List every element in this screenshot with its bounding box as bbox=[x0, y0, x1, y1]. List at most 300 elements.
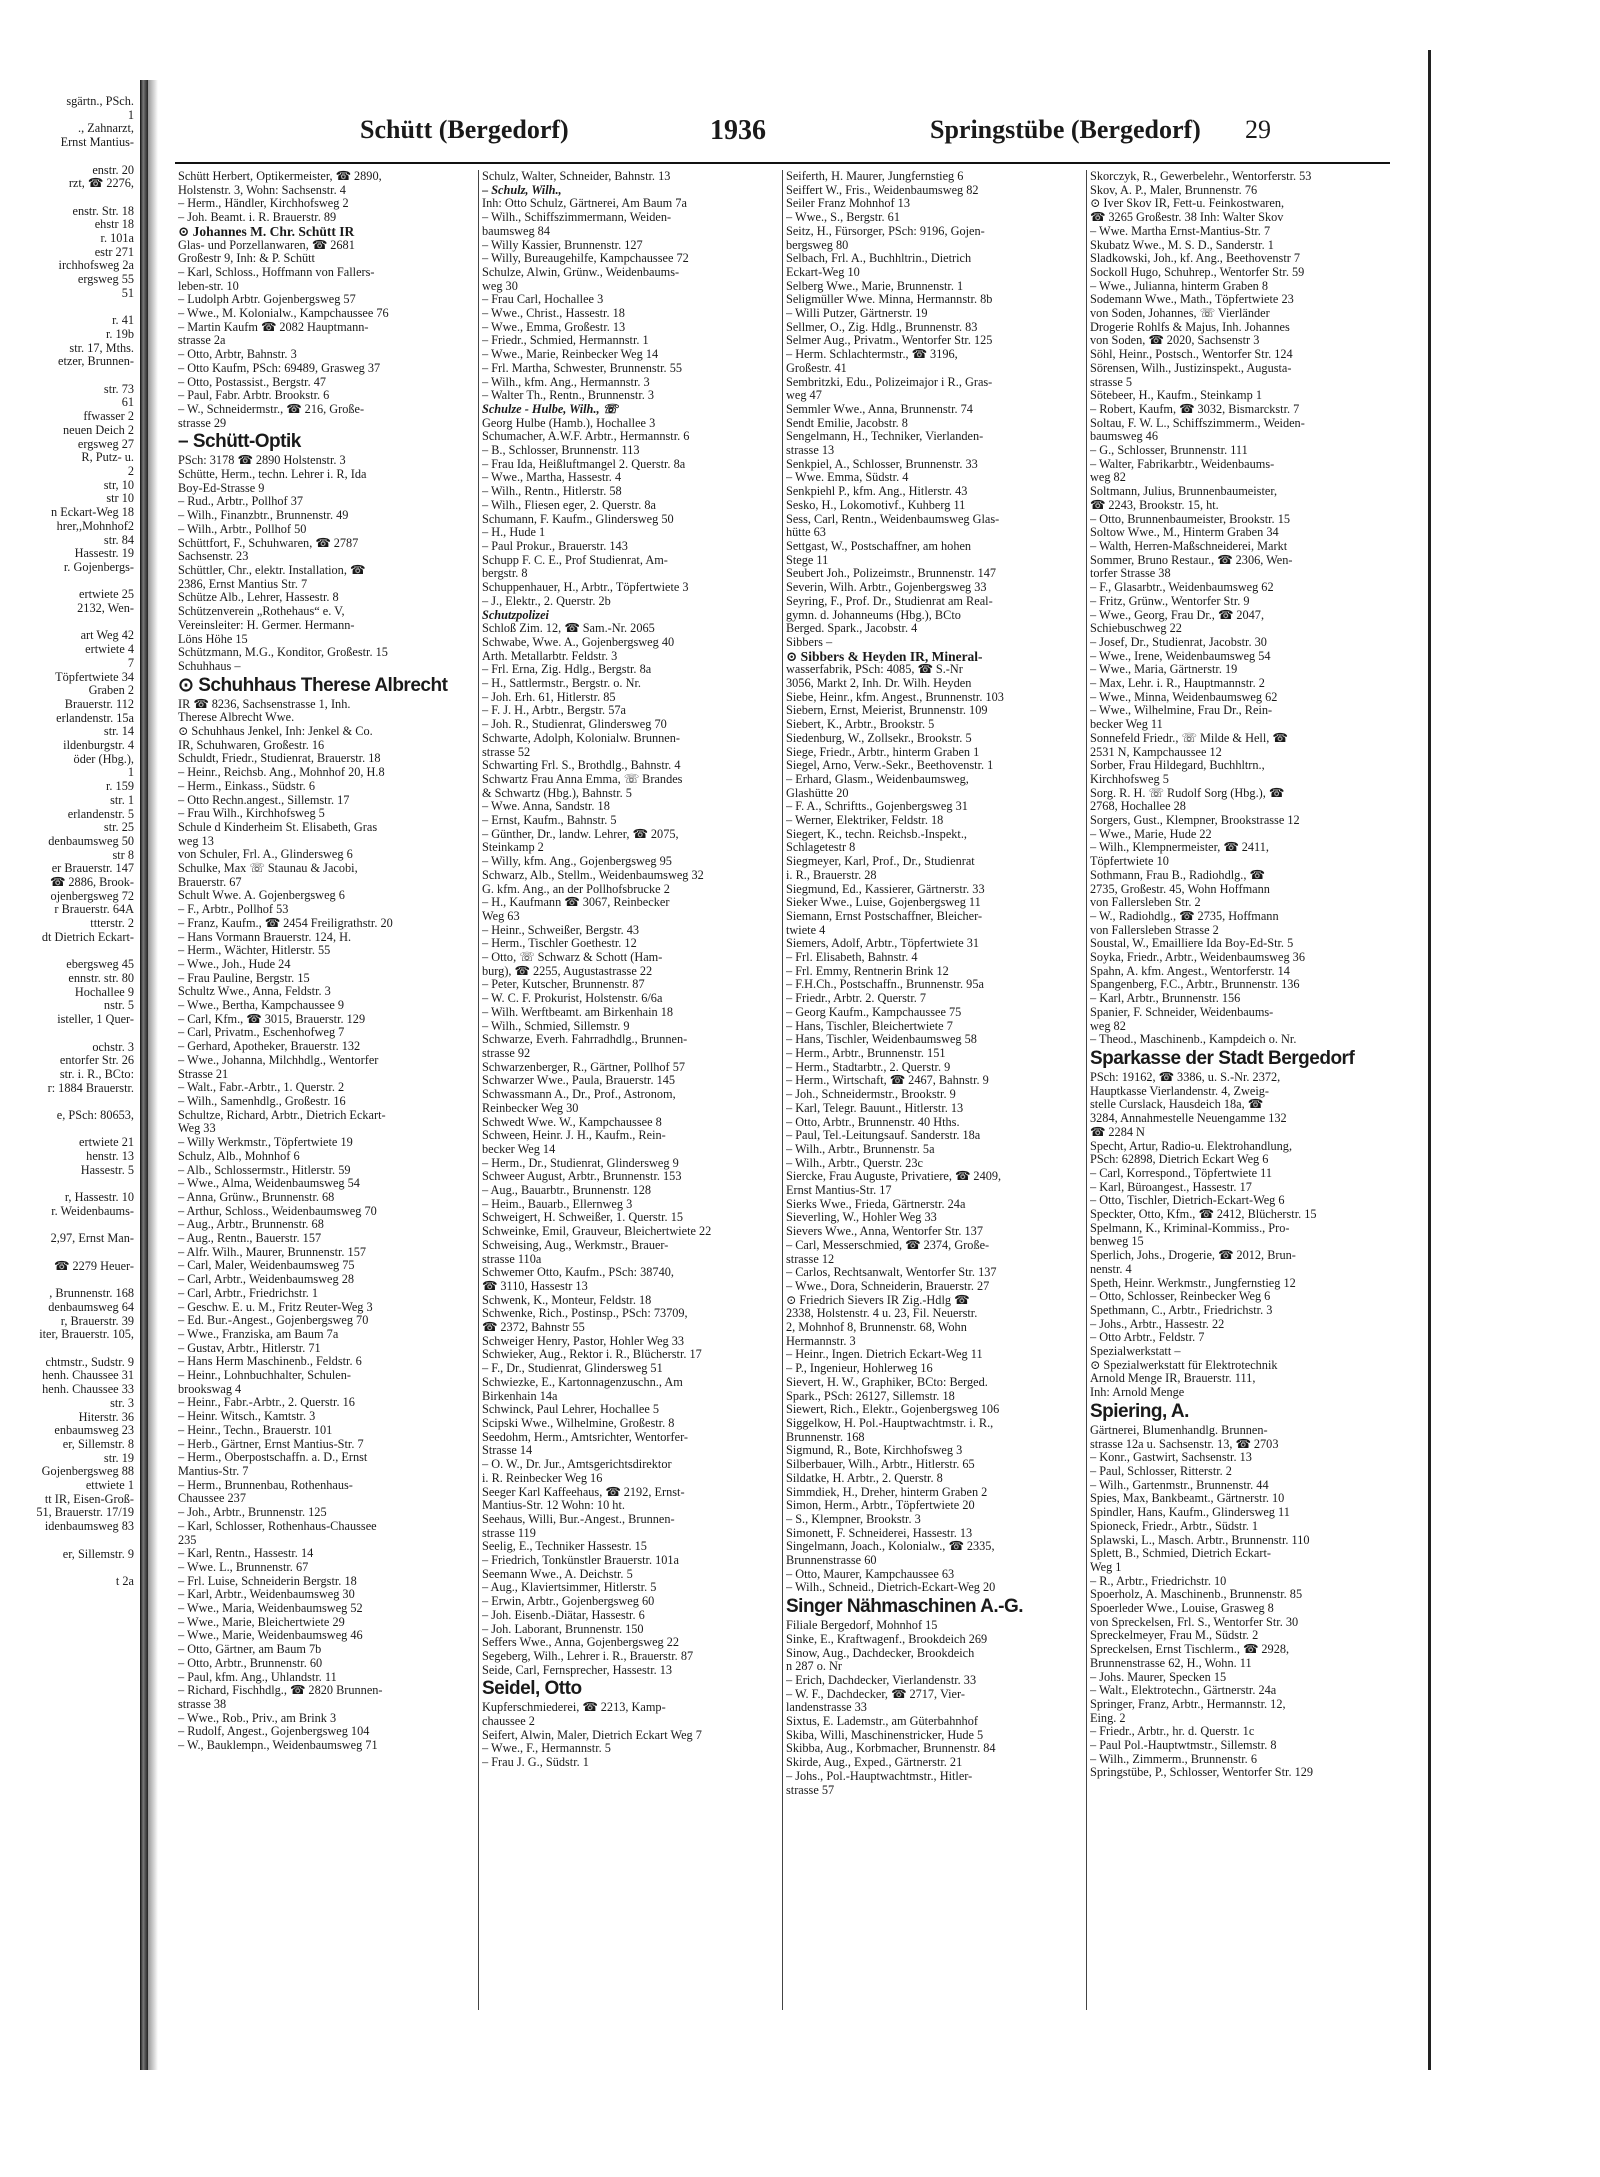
book-gutter bbox=[140, 80, 148, 2070]
previous-page-line: ojenbergsweg 72 bbox=[50, 888, 134, 903]
directory-entry: – Friedr., Schmied, Hermannstr. 1 bbox=[482, 334, 649, 348]
directory-entry: IR, Schuhwaren, Großestr. 16 bbox=[178, 738, 325, 752]
previous-page-line bbox=[0, 575, 140, 589]
directory-entry: – Willy Werkmstr., Töpfertwiete 19 bbox=[178, 1136, 353, 1150]
directory-entry: burg), ☎ 2255, Augustastrasse 22 bbox=[482, 964, 653, 978]
directory-entry: Schütze Alb., Lehrer, Hassestr. 8 bbox=[178, 591, 339, 605]
directory-entry: 3284, Annahmestelle Neuengamme 132 bbox=[1090, 1112, 1287, 1126]
previous-page-line: tt IR, Eisen-Groß- bbox=[44, 1491, 134, 1506]
directory-entry: – F., Dr., Studienrat, Glindersweg 51 bbox=[482, 1362, 663, 1376]
previous-page-line: ochstr. 3 bbox=[92, 1039, 134, 1054]
directory-entry: von Fallersleben Strasse 2 bbox=[1090, 923, 1219, 937]
directory-entry: Simmdiek, H., Dreher, hinterm Graben 2 bbox=[786, 1485, 988, 1499]
directory-entry: – Georg Kaufm., Kampchaussee 75 bbox=[786, 1005, 962, 1019]
previous-page-line: öder (Hbg.), bbox=[73, 751, 134, 766]
directory-entry: Spreckelmeyer, Frau M., Südstr. 2 bbox=[1090, 1629, 1259, 1643]
directory-entry: ⊙ Johannes M. Chr. Schütt IR bbox=[178, 224, 355, 239]
directory-entry: Stege 11 bbox=[786, 553, 829, 567]
directory-entry: Speth, Heinr. Werkmstr., Jungfernstieg 12 bbox=[1090, 1276, 1296, 1290]
directory-entry: Schulz, Walter, Schneider, Bahnstr. 13 bbox=[482, 170, 671, 183]
directory-entry: Reinbecker Weg 30 bbox=[482, 1101, 579, 1115]
directory-entry: Seiffert W., Fris., Weidenbaumsweg 82 bbox=[786, 183, 979, 197]
directory-entry: chaussee 2 bbox=[482, 1715, 535, 1729]
previous-page-line: 2 bbox=[127, 463, 134, 478]
directory-entry: 2338, Holstenstr. 4 u. 23, Fil. Neuerstr. bbox=[786, 1307, 978, 1321]
previous-page-line: neuen Deich 2 bbox=[62, 422, 134, 437]
directory-entry: Schulz, Alb., Mohnhof 6 bbox=[178, 1149, 300, 1163]
header-rule bbox=[175, 162, 1390, 164]
previous-page-line: Brauerstr. 112 bbox=[64, 696, 134, 711]
directory-entry: – Fritz, Grünw., Wentorfer Str. 9 bbox=[1090, 594, 1250, 608]
directory-entry: – Wilh., Schneid., Dietrich-Eckart-Weg 20 bbox=[786, 1581, 996, 1595]
header-page-number: 29 bbox=[1245, 115, 1271, 144]
directory-entry: – Wilh., Rentn., Hitlerstr. 58 bbox=[482, 485, 622, 499]
directory-entry: Sieverling, W., Hohler Weg 33 bbox=[786, 1211, 937, 1225]
directory-entry: Skibba, Aug., Korbmacher, Brunnenstr. 84 bbox=[786, 1742, 996, 1756]
directory-entry: – Wwe., Marie, Weidenbaumsweg 46 bbox=[178, 1629, 363, 1643]
directory-entry: Siegert, K., techn. Reichsb.-Inspekt., bbox=[786, 827, 967, 841]
directory-entry: Georg Hulbe (Hamb.), Hochallee 3 bbox=[482, 416, 656, 430]
directory-entry: weg 82 bbox=[1090, 1019, 1126, 1033]
directory-entry: – Joh., Arbtr., Brunnenstr. 125 bbox=[178, 1506, 327, 1520]
directory-entry: – Wwe., Marie, Hude 22 bbox=[1090, 827, 1212, 841]
directory-entry: Schutzpolizei bbox=[482, 608, 549, 622]
directory-entry: Spindler, Hans, Kaufm., Glindersweg 11 bbox=[1090, 1506, 1290, 1520]
previous-page-line bbox=[0, 150, 140, 164]
directory-entry: ⊙ Iver Skov IR, Fett-u. Feinkostwaren, bbox=[1090, 197, 1285, 211]
directory-entry: – Joh. Eisenb.-Diätar, Hassestr. 6 bbox=[482, 1608, 645, 1622]
directory-entry: ☎ 2243, Brookstr. 15, ht. bbox=[1090, 498, 1219, 512]
directory-entry: benweg 15 bbox=[1090, 1235, 1144, 1249]
directory-entry: Siercke, Frau Auguste, Privatiere, ☎ 2409, bbox=[786, 1170, 1002, 1184]
previous-page-line bbox=[0, 301, 140, 315]
previous-page-line: etzer, Brunnen- bbox=[58, 354, 134, 369]
directory-entry: – Carl, Maler, Weidenbaumsweg 75 bbox=[178, 1259, 355, 1273]
directory-entry: & Schwartz (Hbg.), Bahnstr. 5 bbox=[482, 786, 632, 800]
directory-entry: Selmer Aug., Privatm., Wentorfer Str. 125 bbox=[786, 334, 993, 348]
directory-entry: – H., Kaufmann ☎ 3067, Reinbecker bbox=[482, 896, 670, 910]
directory-entry: 3056, Markt 2, Inh. Dr. Wilh. Heyden bbox=[786, 677, 972, 691]
previous-page-line: Gojenbergsweg 88 bbox=[41, 1464, 134, 1479]
directory-entry: Siebert, K., Arbtr., Brookstr. 5 bbox=[786, 718, 935, 732]
directory-entry: – Otto, Schlosser, Reinbecker Weg 6 bbox=[1090, 1290, 1271, 1304]
directory-entry: – Otto, Gärtner, am Baum 7b bbox=[178, 1643, 322, 1657]
directory-entry: Simonett, F. Schneiderei, Hassestr. 13 bbox=[786, 1526, 973, 1540]
previous-page-line bbox=[0, 1342, 140, 1356]
directory-entry: strasse 110a bbox=[482, 1252, 542, 1266]
previous-page-line bbox=[0, 1534, 140, 1548]
directory-entry: – Wwe., Joh., Hude 24 bbox=[178, 957, 291, 971]
directory-entry: – Wwe., Marie, Bleichertwiete 29 bbox=[178, 1615, 345, 1629]
directory-entry: – Robert, Kaufm, ☎ 3032, Bismarckstr. 7 bbox=[1090, 402, 1300, 416]
directory-entry: Schwenke, Rich., Postinsp., PSch: 73709, bbox=[482, 1307, 688, 1321]
directory-entry: Spethmann, C., Arbtr., Friedrichstr. 3 bbox=[1090, 1303, 1273, 1317]
previous-page-line: 7 bbox=[127, 655, 134, 670]
previous-page-line: str. 1 bbox=[110, 792, 134, 807]
directory-entry: PSch: 3178 ☎ 2890 Holstenstr. 3 bbox=[178, 454, 346, 468]
directory-entry: Spahn, A. kfm. Angest., Wentorferstr. 14 bbox=[1090, 964, 1290, 978]
directory-entry: Scipski Wwe., Wilhelmine, Großestr. 8 bbox=[482, 1416, 675, 1430]
directory-entry: Soustal, W., Emailliere Ida Boy-Ed-Str. 5 bbox=[1090, 937, 1294, 951]
directory-entry: Berged. Spark., Jacobstr. 4 bbox=[786, 622, 918, 636]
directory-entry: – Heinr. Witsch., Kamtstr. 3 bbox=[178, 1410, 316, 1424]
directory-entry: Sess, Carl, Rentn., Weidenbaumsweg Glas- bbox=[786, 512, 1000, 526]
directory-entry: – Heinr., Ingen. Dietrich Eckart-Weg 11 bbox=[786, 1348, 983, 1362]
directory-entry: – Wilh., Fliesen eger, 2. Querstr. 8a bbox=[482, 498, 656, 512]
previous-page-line: nstr. 5 bbox=[103, 998, 134, 1013]
directory-entry: – Wilh., Gartenmstr., Brunnenstr. 44 bbox=[1090, 1478, 1269, 1492]
directory-entry: Therese Albrecht Wwe. bbox=[178, 711, 295, 725]
previous-page-line bbox=[0, 1561, 140, 1575]
directory-entry: – Richard, Fischhdlg., ☎ 2820 Brunnen- bbox=[178, 1684, 383, 1698]
directory-entry: – Wwe., Julianna, hinterm Graben 8 bbox=[1090, 279, 1269, 293]
directory-entry: Skiba, Willi, Maschinenstricker, Hude 5 bbox=[786, 1728, 984, 1742]
directory-entry: Schuhhaus – bbox=[178, 659, 241, 673]
directory-entry: – Wwe., Dora, Schneiderin, Brauerstr. 27 bbox=[786, 1279, 990, 1293]
directory-entry: 235 bbox=[178, 1533, 197, 1547]
directory-entry: hütte 63 bbox=[786, 526, 826, 540]
directory-entry: Splawski, L., Masch. Arbtr., Brunnenstr. 110 bbox=[1090, 1533, 1310, 1547]
header-left-title: Schütt (Bergedorf) bbox=[360, 115, 569, 144]
previous-page-line: irchhofsweg 2a bbox=[58, 258, 134, 273]
directory-entry: becker Weg 11 bbox=[1090, 718, 1163, 732]
previous-page-line: henh. Chaussee 31 bbox=[42, 1368, 134, 1383]
directory-entry: – Wilh., Arbtr., Brunnenstr. 5a bbox=[786, 1142, 935, 1156]
directory-entry: Schüttfort, F., Schuhwaren, ☎ 2787 bbox=[178, 536, 359, 550]
directory-entry: Filiale Bergedorf, Mohnhof 15 bbox=[786, 1619, 938, 1633]
directory-entry: ⊙ Friedrich Sievers IR Zig.-Hdlg ☎ bbox=[786, 1293, 970, 1307]
directory-entry: baumsweg 84 bbox=[482, 224, 550, 238]
previous-page-line: ertwiete 25 bbox=[79, 587, 134, 602]
directory-entry: – Karl, Rentn., Hassestr. 14 bbox=[178, 1547, 314, 1561]
directory-entry: – Wwe., S., Bergstr. 61 bbox=[786, 211, 900, 225]
directory-entry: – H., Sattlermstr., Bergstr. o. Nr. bbox=[482, 677, 641, 691]
previous-page-line bbox=[0, 1246, 140, 1260]
directory-entry: Sorgers, Gust., Klempner, Brookstrasse 12 bbox=[1090, 814, 1300, 828]
directory-entry: – Willi Putzer, Gärtnerstr. 19 bbox=[786, 307, 928, 321]
directory-entry: Töpfertwiete 10 bbox=[1090, 855, 1169, 869]
directory-entry: – Wwe., Alma, Weidenbaumsweg 54 bbox=[178, 1177, 360, 1191]
previous-page-line: str 10 bbox=[106, 491, 134, 506]
directory-entry: Springer, Franz, Arbtr., Hermannstr. 12, bbox=[1090, 1697, 1286, 1711]
directory-entry: Spioneck, Friedr., Arbtr., Südstr. 1 bbox=[1090, 1519, 1259, 1533]
directory-entry: – Walter Th., Rentn., Brunnenstr. 3 bbox=[482, 389, 655, 403]
directory-entry: Sibbers – bbox=[786, 635, 833, 649]
directory-entry: – Paul, Schlosser, Ritterstr. 2 bbox=[1090, 1464, 1232, 1478]
directory-entry: i. R. Reinbecker Weg 16 bbox=[482, 1471, 603, 1485]
directory-entry: Sievers Wwe., Anna, Wentorfer Str. 137 bbox=[786, 1225, 983, 1239]
directory-entry: nenstr. 4 bbox=[1090, 1262, 1132, 1276]
directory-entry: – Walth, Herren-Maßschneiderei, Markt bbox=[1090, 539, 1288, 553]
directory-entry: – Wilh., Arbtr., Querstr. 23c bbox=[786, 1156, 923, 1170]
directory-entry: Sellmer, O., Zig. Hdlg., Brunnenstr. 83 bbox=[786, 320, 978, 334]
directory-entry: Schule d Kinderheim St. Elisabeth, Gras bbox=[178, 820, 378, 834]
column-divider bbox=[782, 170, 783, 2010]
directory-entry: – Wwe., Franziska, am Baum 7a bbox=[178, 1327, 339, 1341]
directory-entry: Schwarze, Everh. Fahrradhdlg., Brunnen- bbox=[482, 1033, 688, 1047]
directory-entry: Skirde, Aug., Exped., Gärtnerstr. 21 bbox=[786, 1756, 963, 1770]
directory-entry: – Alfr. Wilh., Maurer, Brunnenstr. 157 bbox=[178, 1245, 367, 1259]
directory-entry: – Wilh., Schiffszimmermann, Weiden- bbox=[482, 211, 672, 225]
directory-entry: Schween, Heinr. J. H., Kaufm., Rein- bbox=[482, 1129, 666, 1143]
directory-entry: Schlagetestr 8 bbox=[786, 841, 856, 855]
directory-entry: Siewert, Rich., Elektr., Gojenbergsweg 106 bbox=[786, 1403, 1000, 1417]
directory-entry: – Karl, Büroangest., Hassestr. 17 bbox=[1090, 1180, 1252, 1194]
directory-entry: Simon, Herm., Arbtr., Töpfertwiete 20 bbox=[786, 1499, 975, 1513]
directory-entry: ☎ 2284 N bbox=[1090, 1125, 1145, 1139]
directory-entry: twiete 4 bbox=[786, 923, 826, 937]
previous-page-line: ☎ 2886, Brook- bbox=[50, 875, 134, 890]
directory-entry: – Herm., Einkass., Südstr. 6 bbox=[178, 779, 315, 793]
directory-entry: – Wwe., F., Hermannstr. 5 bbox=[482, 1742, 611, 1756]
directory-entry: 2735, Großestr. 45, Wohn Hoffmann bbox=[1090, 882, 1270, 896]
directory-entry: – Heinr., Fabr.-Arbtr., 2. Querstr. 16 bbox=[178, 1396, 355, 1410]
directory-entry: – Erich, Dachdecker, Vierlandenstr. 33 bbox=[786, 1673, 977, 1687]
directory-entry: – Walt., Elektrotechn., Gärtnerstr. 24a bbox=[1090, 1684, 1277, 1698]
directory-entry: Schwabe, Wwe. A., Gojenbergsweg 40 bbox=[482, 635, 675, 649]
directory-heading: ⊙ Schuhhaus Therese Albrecht bbox=[178, 674, 448, 696]
directory-entry: – Friedrich, Tonkünstler Brauerstr. 101a bbox=[482, 1554, 679, 1568]
directory-entry: Siemers, Adolf, Arbtr., Töpfertwiete 31 bbox=[786, 937, 980, 951]
directory-entry: – Wwe., Bertha, Kampchaussee 9 bbox=[178, 999, 345, 1013]
previous-page-line: Hassestr. 5 bbox=[80, 1162, 134, 1177]
directory-entry: – Herm., Wächter, Hitlerstr. 55 bbox=[178, 944, 331, 958]
directory-entry: strasse 12a u. Sachsenstr. 13, ☎ 2703 bbox=[1090, 1437, 1279, 1451]
directory-entry: Schwieker, Aug., Rektor i. R., Blücherstr. 17 bbox=[482, 1348, 702, 1362]
directory-entry: – Wwe., Maria, Weidenbaumsweg 52 bbox=[178, 1602, 363, 1616]
directory-entry: Sommer, Bruno Restaur., ☎ 2306, Wen- bbox=[1090, 553, 1293, 567]
previous-page-line: ettwiete 1 bbox=[85, 1478, 134, 1493]
previous-page-line: ergsweg 27 bbox=[77, 436, 134, 451]
directory-entry: – Carl, Messerschmied, ☎ 2374, Große- bbox=[786, 1238, 990, 1252]
directory-entry: – Herb., Gärtner, Ernst Mantius-Str. 7 bbox=[178, 1437, 364, 1451]
directory-entry: – F., Glasarbtr., Weidenbaumsweg 62 bbox=[1090, 581, 1274, 595]
directory-entry: – O. W., Dr. Jur., Amtsgerichtsdirektor bbox=[482, 1458, 672, 1472]
previous-page-line: 51, Brauerstr. 17/19 bbox=[36, 1505, 134, 1520]
directory-entry: strasse 29 bbox=[178, 416, 227, 430]
directory-entry: – W., Schneidermstr., ☎ 216, Große- bbox=[178, 402, 365, 416]
previous-page-line: ☎ 2279 Heuer- bbox=[54, 1258, 134, 1273]
previous-page-line: , Brunnenstr. 168 bbox=[49, 1286, 134, 1301]
directory-entry: – Schulz, Wilh., bbox=[482, 183, 562, 197]
directory-entry: Sladkowski, Joh., kf. Ang., Beethovenstr 7 bbox=[1090, 252, 1301, 266]
previous-page-line: ffwasser 2 bbox=[83, 409, 134, 424]
directory-entry: Schwedt Wwe. W., Kampchaussee 8 bbox=[482, 1115, 662, 1129]
column-divider bbox=[478, 170, 479, 2010]
directory-entry: – Carl, Kfm., ☎ 3015, Brauerstr. 129 bbox=[178, 1012, 366, 1026]
directory-entry: Seemann Wwe., A. Deichstr. 5 bbox=[482, 1567, 633, 1581]
previous-page-line: chtmstr., Sudstr. 9 bbox=[45, 1354, 134, 1369]
directory-entry: strasse 92 bbox=[482, 1047, 531, 1060]
previous-page-line: Hiterstr. 36 bbox=[78, 1409, 134, 1424]
previous-page-line: R, Putz- u. bbox=[81, 450, 134, 465]
directory-entry: – Otto, Brunnenbaumeister, Brookstr. 15 bbox=[1090, 512, 1290, 526]
directory-entry: – Otto Kaufm, PSch: 69489, Grasweg 37 bbox=[178, 361, 381, 375]
directory-entry: – J., Elektr., 2. Querstr. 2b bbox=[482, 594, 611, 608]
directory-entry: baumsweg 46 bbox=[1090, 430, 1158, 444]
directory-entry: ⊙ Spezialwerkstatt für Elektrotechnik bbox=[1090, 1358, 1278, 1372]
directory-entry: – Wwe. Martha Ernst-Mantius-Str. 7 bbox=[1090, 224, 1271, 238]
directory-entry: Segeberg, Wilh., Lehrer i. R., Brauerstr. 87 bbox=[482, 1649, 694, 1663]
directory-entry: – Erwin, Arbtr., Gojenbergsweg 60 bbox=[482, 1595, 655, 1609]
previous-page-line: str. 73 bbox=[103, 381, 134, 396]
directory-entry: – Paul, kfm. Ang., Uhlandstr. 11 bbox=[178, 1670, 337, 1684]
previous-page-line: art Weg 42 bbox=[80, 628, 134, 643]
directory-entry: – Friedr., Arbtr. 2. Querstr. 7 bbox=[786, 992, 927, 1006]
directory-entry: Sinow, Aug., Dachdecker, Brookdeich bbox=[786, 1646, 975, 1660]
directory-entry: – Wilh., Arbtr., Pollhof 50 bbox=[178, 522, 307, 536]
directory-entry: Großestr 9, Inh: & P. Schütt bbox=[178, 252, 315, 266]
directory-entry: – F., Arbtr., Pollhof 53 bbox=[178, 903, 289, 917]
directory-entry: Sinke, E., Kraftwagenf., Brookdeich 269 bbox=[786, 1632, 988, 1646]
directory-entry: – Hans Herm Maschinenb., Feldstr. 6 bbox=[178, 1355, 362, 1369]
directory-entry: – Johs. Maurer, Specken 15 bbox=[1090, 1670, 1227, 1684]
directory-entry: Sixtus, E. Lademstr., am Güterbahnhof bbox=[786, 1715, 978, 1729]
directory-entry: – Wwe., Christ., Hassestr. 18 bbox=[482, 307, 625, 321]
directory-entry: Weg 1 bbox=[1090, 1560, 1122, 1574]
directory-entry: – Paul Pol.-Hauptwtmstr., Sillemstr. 8 bbox=[1090, 1739, 1277, 1753]
directory-entry: – Wwe., Martha, Hassestr. 4 bbox=[482, 471, 622, 485]
directory-entry: – Aug., Klaviertsimmer, Hitlerstr. 5 bbox=[482, 1581, 657, 1595]
directory-entry: weg 13 bbox=[178, 834, 214, 848]
directory-entry: Glas- und Porzellanwaren, ☎ 2681 bbox=[178, 238, 355, 252]
directory-entry: Schützmann, M.G., Konditor, Großestr. 15 bbox=[178, 646, 388, 660]
directory-entry: – Walt., Fabr.-Arbtr., 1. Querstr. 2 bbox=[178, 1081, 345, 1095]
directory-entry: Siemann, Ernst Postschaffner, Bleicher- bbox=[786, 909, 983, 923]
previous-page-line: str. 84 bbox=[103, 532, 134, 547]
directory-entry: Soyka, Friedr., Arbtr., Weidenbaumsweg 36 bbox=[1090, 951, 1305, 965]
directory-heading: Spiering, A. bbox=[1090, 1400, 1189, 1422]
directory-entry: IR ☎ 8236, Sachsenstrasse 1, Inh. bbox=[178, 697, 351, 711]
directory-entry: Brunnenstr. 168 bbox=[786, 1430, 865, 1444]
directory-entry: 2531 N, Kampchaussee 12 bbox=[1090, 745, 1222, 759]
directory-entry: – Herm., Händler, Kirchhofsweg 2 bbox=[178, 197, 349, 211]
previous-page-line: ertwiete 4 bbox=[85, 642, 134, 657]
directory-entry: – Paul, Tel.-Leitungsauf. Sanderstr. 18a bbox=[786, 1129, 981, 1143]
directory-entry: – Hans, Tischler, Weidenbaumsweg 58 bbox=[786, 1033, 977, 1047]
directory-entry: – Ludolph Arbtr. Gojenbergsweg 57 bbox=[178, 293, 356, 307]
directory-entry: weg 47 bbox=[786, 389, 822, 403]
directory-entry: 2768, Hochallee 28 bbox=[1090, 800, 1186, 814]
directory-entry: Hauptkasse Vierlandenstr. 4, Zweig- bbox=[1090, 1084, 1270, 1098]
directory-entry: weg 82 bbox=[1090, 471, 1126, 485]
directory-entry: Senkpiehl P., kfm. Ang., Hitlerstr. 43 bbox=[786, 485, 968, 499]
previous-page-line: str. 3 bbox=[110, 1395, 134, 1410]
previous-page-line: str, 10 bbox=[103, 477, 134, 492]
directory-entry: Schüttler, Chr., elektr. Installation, ☎ bbox=[178, 563, 366, 577]
directory-entry: – Frl. Martha, Schwester, Brunnenstr. 55 bbox=[482, 361, 682, 375]
directory-entry: Schuppenhauer, H., Arbtr., Töpfertwiete 3 bbox=[482, 581, 689, 595]
directory-entry: – Otto, Arbtr., Brunnenstr. 40 Hths. bbox=[786, 1115, 960, 1129]
directory-entry: Schweiger Henry, Pastor, Hohler Weg 33 bbox=[482, 1334, 685, 1348]
previous-page-line: r Brauerstr. 64A bbox=[54, 902, 134, 917]
previous-page-line: r. Gojenbergs- bbox=[63, 559, 134, 574]
directory-entry: – Max, Lehr. i. R., Hauptmannstr. 2 bbox=[1090, 677, 1265, 691]
directory-entry: Mantius-Str. 7 bbox=[178, 1464, 249, 1478]
directory-entry: Seide, Carl, Fernsprecher, Hassestr. 13 bbox=[482, 1663, 673, 1677]
directory-heading: Sparkasse der Stadt Bergedorf bbox=[1090, 1048, 1355, 1069]
directory-entry: – Aug., Arbtr., Brunnenstr. 68 bbox=[178, 1218, 324, 1232]
previous-page-line bbox=[0, 1219, 140, 1233]
previous-page-line bbox=[0, 1027, 140, 1041]
directory-entry: Siegel, Arno, Verw.-Sekr., Beethovenstr. 1 bbox=[786, 759, 994, 773]
directory-entry: Spies, Max, Bankbeamt., Gärtnerstr. 10 bbox=[1090, 1492, 1285, 1506]
directory-entry: Seehaus, Willi, Bur.-Angest., Brunnen- bbox=[482, 1512, 675, 1526]
previous-page-line: Ernst Mantius- bbox=[60, 135, 134, 150]
directory-entry: – Karl, Arbtr., Weidenbaumsweg 30 bbox=[178, 1588, 355, 1602]
directory-entry: Seeger Karl Kaffeehaus, ☎ 2192, Ernst- bbox=[482, 1485, 685, 1499]
previous-page-line: rzt, ☎ 2276, bbox=[68, 176, 134, 191]
directory-entry: ☎ 3110, Hassestr 13 bbox=[482, 1279, 588, 1293]
previous-page-line: ., Zahnarzt, bbox=[78, 121, 134, 136]
previous-page-line bbox=[0, 1095, 140, 1109]
previous-page-line: ttterstr. 2 bbox=[90, 916, 134, 931]
directory-entry: PSch: 19162, ☎ 3386, u. S.-Nr. 2372, bbox=[1090, 1071, 1281, 1084]
directory-entry: strasse 2a bbox=[178, 334, 226, 348]
directory-entry: – W., Bauklempn., Weidenbaumsweg 71 bbox=[178, 1739, 378, 1753]
directory-entry: Siebern, Ernst, Meierist, Brunnenstr. 109 bbox=[786, 704, 988, 718]
directory-entry: gymn. d. Johanneums (Hbg.), BCto bbox=[786, 608, 961, 622]
directory-entry: wasserfabrik, PSch: 4085, ☎ S.-Nr bbox=[786, 663, 963, 677]
directory-entry: – Carl, Korrespond., Töpfertwiete 11 bbox=[1090, 1166, 1273, 1180]
directory-entry: – Joh., Schneidermstr., Brookstr. 9 bbox=[786, 1088, 956, 1102]
directory-entry: Seyring, F., Prof. Dr., Studienrat am Real- bbox=[786, 594, 993, 608]
directory-entry: Sievert, H. W., Graphiker, BCto: Berged. bbox=[786, 1375, 988, 1389]
directory-entry: – Alb., Schlossermstr., Hitlerstr. 59 bbox=[178, 1163, 351, 1177]
directory-entry: – F.H.Ch., Postschaffn., Brunnenstr. 95a bbox=[786, 978, 984, 992]
directory-entry: – R., Arbtr., Friedrichstr. 10 bbox=[1090, 1574, 1227, 1588]
previous-page-line: Hassestr. 19 bbox=[74, 546, 134, 561]
directory-entry: weg 30 bbox=[482, 279, 518, 293]
previous-page-line bbox=[0, 1273, 140, 1287]
directory-entry: torfer Strasse 38 bbox=[1090, 567, 1171, 581]
directory-column-2 bbox=[482, 170, 778, 2010]
directory-entry: – Frau Carl, Hochallee 3 bbox=[482, 293, 604, 307]
directory-entry: strasse 5 bbox=[1090, 375, 1133, 389]
previous-page-line: denbaumsweg 64 bbox=[48, 1299, 134, 1314]
directory-entry: Siggelkow, H. Pol.-Hauptwachtmstr. i. R., bbox=[786, 1416, 994, 1430]
previous-page-line: 2132, Wen- bbox=[77, 601, 134, 616]
directory-entry: Glashütte 20 bbox=[786, 786, 849, 800]
directory-entry: Schütte, Herm., techn. Lehrer i. R, Ida bbox=[178, 468, 367, 482]
directory-entry: Soltmann, Julius, Brunnenbaumeister, bbox=[1090, 485, 1278, 499]
directory-entry: strasse 119 bbox=[482, 1526, 536, 1540]
directory-entry: – Ernst, Kaufm., Bahnstr. 5 bbox=[482, 814, 617, 828]
previous-page-line: ennstr. str. 80 bbox=[68, 971, 134, 985]
directory-entry: strasse 52 bbox=[482, 745, 531, 759]
directory-entry: Seffers Wwe., Anna, Gojenbergsweg 22 bbox=[482, 1636, 680, 1650]
directory-entry: – Werner, Elektriker, Feldstr. 18 bbox=[786, 814, 944, 828]
directory-entry: Drogerie Rohlfs & Majus, Inh. Johannes bbox=[1090, 320, 1290, 334]
page-edge bbox=[1428, 50, 1431, 2070]
directory-entry: Sigmund, R., Bote, Kirchhofsweg 3 bbox=[786, 1444, 963, 1458]
directory-entry: – Otto Rechn.angest., Sillemstr. 17 bbox=[178, 793, 350, 807]
directory-entry: – Heim., Bauarb., Ellernweg 3 bbox=[482, 1197, 633, 1211]
directory-entry: Arnold Menge IR, Brauerstr. 111, bbox=[1090, 1372, 1256, 1386]
directory-entry: strasse 57 bbox=[786, 1783, 835, 1797]
previous-page-line: enstr. Str. 18 bbox=[72, 203, 134, 218]
directory-entry: – Wwe. Emma, Südstr. 4 bbox=[786, 471, 909, 485]
directory-entry: – Heinr., Reichsb. Ang., Mohnhof 20, H.8 bbox=[178, 766, 385, 780]
directory-entry: Skubatz Wwe., M. S. D., Sanderstr. 1 bbox=[1090, 238, 1274, 252]
directory-entry: Weg 33 bbox=[178, 1122, 216, 1136]
directory-entry: Schwarzenberger, R., Gärtner, Pollhof 57 bbox=[482, 1060, 685, 1074]
directory-entry: – Karl, Telegr. Bauunt., Hitlerstr. 13 bbox=[786, 1101, 964, 1115]
directory-entry: – Wwe. Anna, Sandstr. 18 bbox=[482, 800, 610, 814]
directory-entry: Skov, A. P., Maler, Brunnenstr. 76 bbox=[1090, 183, 1258, 197]
directory-entry: Großestr. 41 bbox=[786, 361, 847, 375]
previous-page-line: estr 271 bbox=[94, 244, 134, 259]
